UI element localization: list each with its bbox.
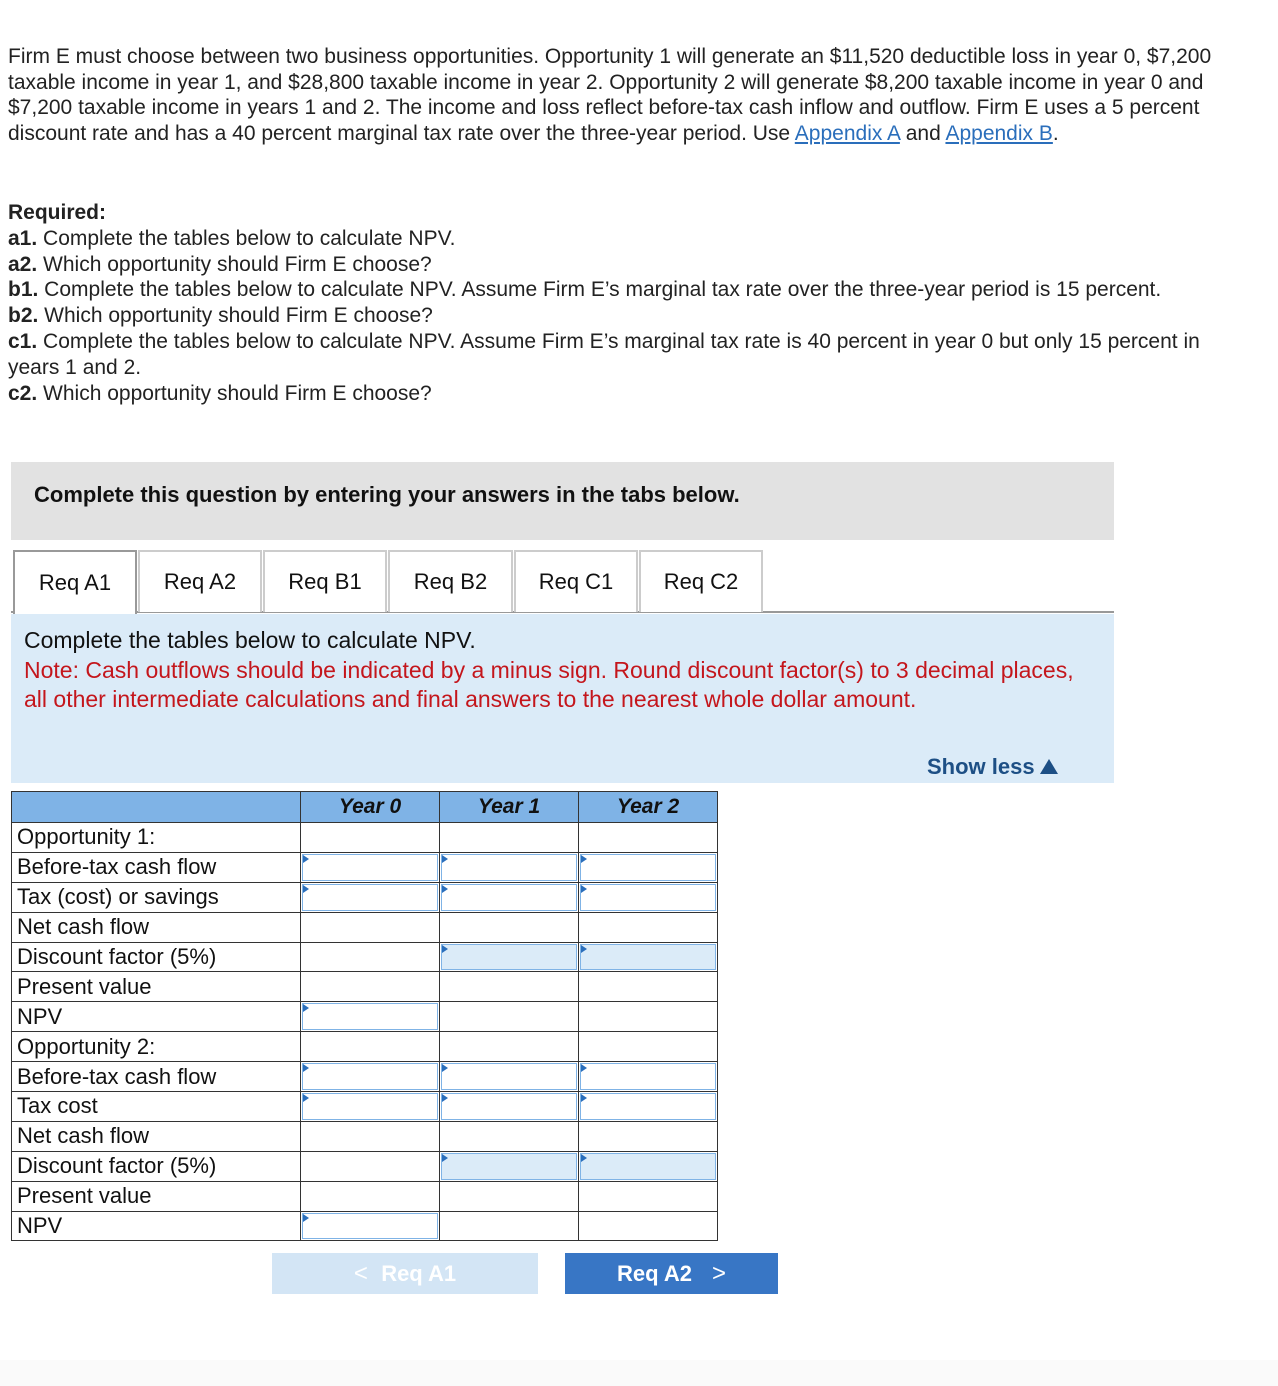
tab-req-c2[interactable]: Req C2 [639,550,763,612]
answer-input[interactable] [441,854,577,881]
required-item-label: a1. [8,226,38,250]
input-cell-year-0[interactable] [301,1211,440,1241]
table-row [12,1211,718,1241]
table-row [12,942,718,972]
empty-cell [579,1211,718,1241]
table-row [12,1181,718,1211]
required-item-label: b1. [8,278,39,302]
answer-input[interactable] [302,1093,438,1120]
show-less-toggle[interactable] [927,754,1058,780]
input-cell-year-1[interactable] [440,1092,579,1122]
next-req-label: Req A2 [616,1260,692,1286]
input-cell-year-2[interactable] [579,1151,718,1181]
empty-cell [579,1121,718,1151]
triangle-up-icon [1040,759,1058,774]
row-label: Present value [12,972,301,1002]
input-cell-year-1[interactable] [440,942,579,972]
required-item-text: Complete the tables below to calculate NPV. Assume Firm E’s marginal tax rate is 40 percent in year 0 but only 15 percent in years 1 and 2. [8,329,1200,379]
input-cell-year-1[interactable] [440,852,579,882]
input-cell-year-0[interactable] [301,1002,440,1032]
next-req-button[interactable] [565,1253,778,1294]
table-row [12,1151,718,1181]
answer-input[interactable] [441,944,577,971]
answer-input[interactable] [302,1063,438,1090]
chevron-left-icon: < [353,1259,382,1287]
row-label: Opportunity 2: [12,1032,301,1062]
required-heading: Required: [8,201,107,224]
tab-req-b1[interactable]: Req B1 [263,550,387,612]
table-row [12,1032,718,1062]
required-item [8,226,1238,252]
required-item-text: Which opportunity should Firm E choose? [38,304,433,328]
instructions-note: Note: Cash outflows should be indicated by a minus sign. Round discount factor(s) to 3 decimal places, all other intermediate calculations and final answers to the nearest whole dollar amount. [24,657,1074,712]
empty-cell [579,1181,718,1211]
problem-period: . [1052,121,1059,145]
required-item-label: b2. [8,304,39,328]
row-label: NPV [12,1002,301,1032]
prev-req-label: Req A1 [381,1260,457,1286]
row-label: Discount factor (5%) [12,1151,301,1181]
problem-statement [8,44,1238,146]
row-label: Present value [12,1181,301,1211]
input-cell-year-2[interactable] [579,1062,718,1092]
answer-input[interactable] [580,1093,716,1120]
answer-input[interactable] [441,1093,577,1120]
empty-cell [579,1032,718,1062]
instructions-panel [11,614,1114,783]
tab-req-c1[interactable]: Req C1 [514,550,638,612]
row-label: Net cash flow [12,912,301,942]
row-label: Discount factor (5%) [12,942,301,972]
row-label: Before-tax cash flow [12,1062,301,1092]
header-year-1: Year 1 [440,792,579,823]
show-less-label: Show less [927,754,1035,779]
answer-input[interactable] [580,944,716,971]
row-label: Net cash flow [12,1121,301,1151]
empty-cell [301,1181,440,1211]
answer-input[interactable] [580,1153,716,1180]
empty-cell [440,1181,579,1211]
row-label: Opportunity 1: [12,823,301,853]
required-item-label: a2. [8,252,38,276]
empty-cell [440,1002,579,1032]
table-row [12,972,718,1002]
required-item-text: Complete the tables below to calculate NPV. Assume Firm E’s marginal tax rate over the three-year period is 15 percent. [38,278,1162,302]
table-row [12,1002,718,1032]
answer-input[interactable] [580,1063,716,1090]
input-cell-year-2[interactable] [579,942,718,972]
answer-input[interactable] [302,1213,438,1240]
empty-cell [301,912,440,942]
required-item [8,381,1238,407]
input-cell-year-2[interactable] [579,882,718,912]
input-cell-year-2[interactable] [579,852,718,882]
header-year-2: Year 2 [579,792,718,823]
required-item [8,277,1238,303]
empty-cell [579,912,718,942]
answer-input[interactable] [302,884,438,911]
empty-cell [301,1121,440,1151]
input-cell-year-2[interactable] [579,1092,718,1122]
input-cell-year-1[interactable] [440,882,579,912]
empty-cell [301,972,440,1002]
problem-and: and [899,121,946,145]
page-footer-strip [0,1360,1278,1386]
required-item-label: c2. [8,381,38,405]
input-cell-year-1[interactable] [440,1062,579,1092]
required-item-text: Complete the tables below to calculate NPV. [37,226,456,250]
instruction-banner [11,462,1114,540]
table-row [12,882,718,912]
input-cell-year-1[interactable] [440,1151,579,1181]
empty-cell [301,1151,440,1181]
table-row [12,912,718,942]
chevron-right-icon: > [691,1259,726,1287]
empty-cell [301,1032,440,1062]
answer-input[interactable] [580,854,716,881]
empty-cell [440,912,579,942]
answer-input[interactable] [580,884,716,911]
row-label: NPV [12,1211,301,1241]
appendix-a-link[interactable]: Appendix A [794,121,900,145]
required-item-text: Which opportunity should Firm E choose? [37,252,432,276]
required-section [8,200,1238,406]
npv-table [11,791,718,1241]
input-cell-year-0[interactable] [301,1062,440,1092]
tab-req-a2[interactable]: Req A2 [138,550,262,612]
instructions-title: Complete the tables below to calculate NPV. [24,627,476,653]
header-blank [12,792,301,823]
empty-cell [579,823,718,853]
required-item [8,252,1238,278]
empty-cell [440,823,579,853]
header-year-0: Year 0 [301,792,440,823]
table-row [12,1092,718,1122]
table-row [12,1121,718,1151]
answer-input[interactable] [441,1063,577,1090]
row-label: Tax cost [12,1092,301,1122]
table-row [12,1062,718,1092]
empty-cell [301,942,440,972]
prev-req-button[interactable] [272,1253,538,1294]
required-list [8,226,1238,407]
table-row [12,823,718,853]
answer-input[interactable] [302,854,438,881]
answer-input[interactable] [441,884,577,911]
banner-text: Complete this question by entering your answers in the tabs below. [34,482,740,507]
tab-req-b2[interactable]: Req B2 [388,550,513,612]
empty-cell [440,1211,579,1241]
input-cell-year-0[interactable] [301,852,440,882]
required-item-text: Which opportunity should Firm E choose? [37,381,432,405]
input-cell-year-0[interactable] [301,882,440,912]
answer-input[interactable] [302,1003,438,1030]
answer-input[interactable] [441,1153,577,1180]
tab-req-a1[interactable]: Req A1 [13,550,137,614]
requirement-tabs [11,548,1114,613]
input-cell-year-0[interactable] [301,1092,440,1122]
row-label: Tax (cost) or savings [12,882,301,912]
empty-cell [440,1032,579,1062]
required-item [8,303,1238,329]
empty-cell [440,1121,579,1151]
empty-cell [579,1002,718,1032]
table-row [12,852,718,882]
required-item [8,329,1238,381]
required-item-label: c1. [8,329,38,353]
appendix-b-link[interactable]: Appendix B [945,121,1053,145]
row-label: Before-tax cash flow [12,852,301,882]
table-header-row [12,792,718,823]
empty-cell [301,823,440,853]
problem-text: Firm E must choose between two business opportunities. Opportunity 1 will generate an $11,520 deductible loss in year 0, $7,200 taxable income in year 1, and $28,800 taxable income in year 2. Opportunity 2 will generate $8,200 taxable income in year 0 and $7,200 taxable income in years 1 and 2. The income and loss reflect before-tax cash inflow and outflow. Firm E uses a 5 percent discount rate and has a 40 percent marginal tax rate over the three-year period. Use [8,45,1212,145]
empty-cell [440,972,579,1002]
empty-cell [579,972,718,1002]
